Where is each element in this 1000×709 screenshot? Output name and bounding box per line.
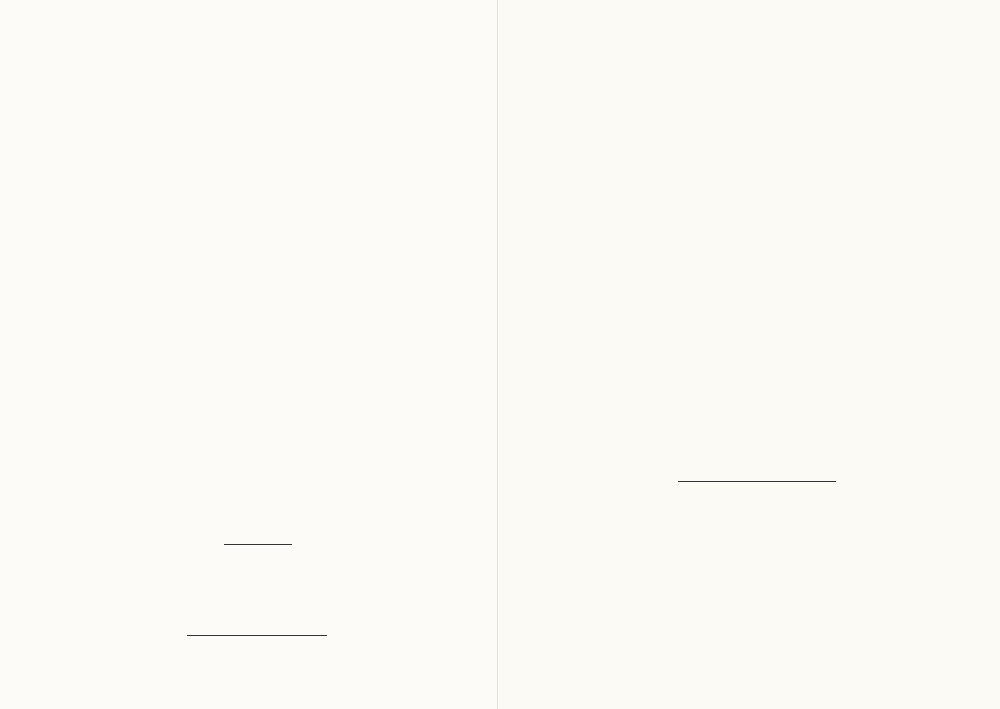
left-page	[0, 0, 498, 709]
right-page	[498, 0, 1000, 709]
divider	[678, 481, 836, 482]
divider	[224, 544, 292, 545]
divider	[187, 635, 327, 636]
